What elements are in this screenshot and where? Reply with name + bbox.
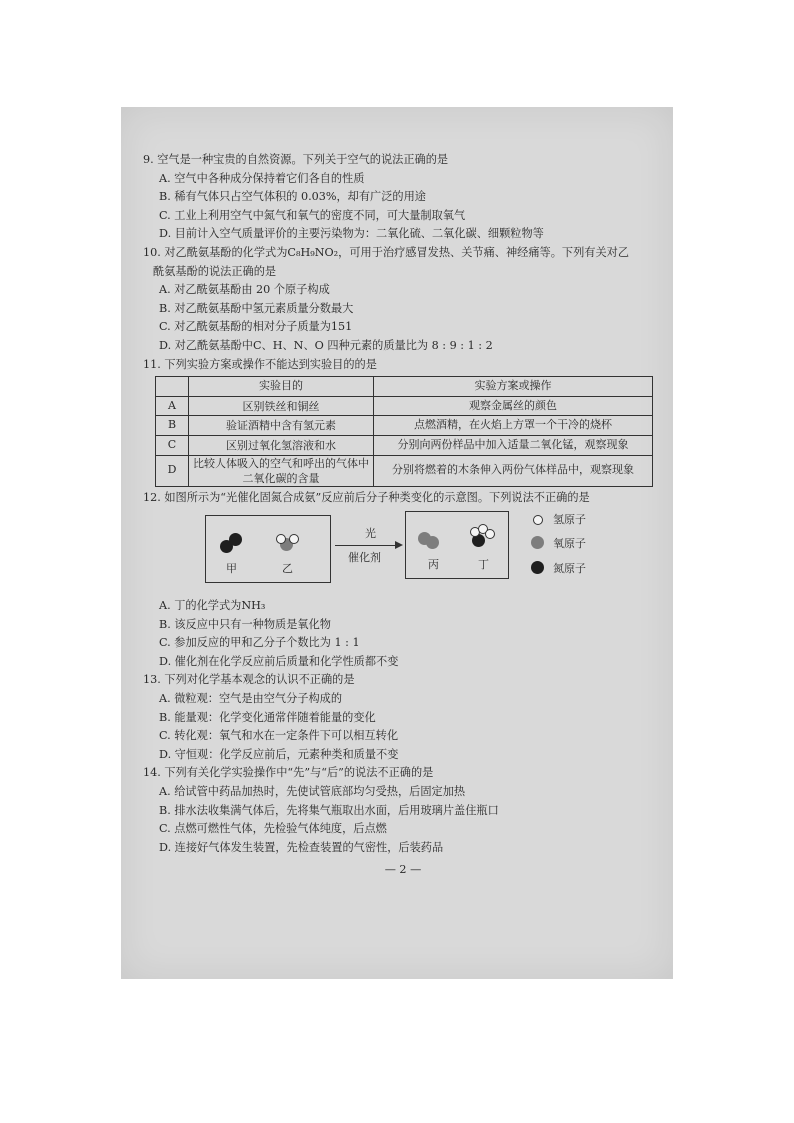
q13-option-a: A. 微粒观：空气是由空气分子构成的 (159, 692, 343, 706)
q12-option-b: B. 该反应中只有一种物质是氧化物 (159, 617, 331, 631)
q9-option-d: D. 目前计入空气质量评价的主要污染物为：二氧化硫、二氧化碳、细颗粒物等 (159, 227, 544, 241)
arrow-condition-catalyst: 催化剂 (348, 551, 381, 565)
nitrogen-atom-icon (229, 533, 242, 546)
q9-option-c: C. 工业上利用空气中氮气和氧气的密度不同，可大量制取氧气 (159, 208, 466, 222)
q10-option-d: D. 对乙酰氨基酚中C、H、N、O 四种元素的质量比为 8 : 9 : 1 : 2 (159, 338, 493, 352)
q9-option-b: B. 稀有气体只占空气体积的 0.03%，却有广泛的用途 (159, 190, 426, 204)
legend-oxygen-icon (531, 536, 544, 549)
question-12-stem: 12. 如图所示为“光催化固氮合成氨”反应前后分子种类变化的示意图。下列说法不正确的是 (143, 490, 590, 504)
table-cell: B (156, 416, 189, 436)
table-row (156, 416, 653, 436)
q14-option-a: A. 给试管中药品加热时，先使试管底部均匀受热，后固定加热 (159, 785, 466, 799)
q11-table (155, 376, 653, 486)
page-number: — 2 — (384, 863, 422, 877)
question-14-stem: 14. 下列有关化学实验操作中“先”与“后”的说法不正确的是 (143, 766, 434, 780)
legend-hydrogen-icon (533, 515, 543, 525)
reactants-box (205, 515, 331, 583)
q12-option-c: C. 参加反应的甲和乙分子个数比为 1 : 1 (159, 636, 360, 650)
legend-hydrogen-label: 氢原子 (553, 513, 586, 527)
exam-content (143, 151, 663, 880)
q14-option-c: C. 点燃可燃性气体，先检验气体纯度，后点燃 (159, 822, 387, 836)
products-box (405, 511, 509, 579)
question-10-stem: 10. 对乙酰氨基酚的化学式为C₈H₉NO₂，可用于治疗感冒发热、关节痛、神经痛等。下列有关对乙 (143, 245, 630, 259)
label-ding: 丁 (478, 558, 489, 572)
legend-oxygen-label: 氧原子 (553, 537, 586, 551)
table-cell: A (156, 396, 189, 416)
table-cell: 分别向两份样品中加入适量二氧化锰，观察现象 (374, 435, 653, 455)
legend-nitrogen-label: 氮原子 (553, 562, 586, 576)
question-10-stem-cont: 酰氨基酚的说法正确的是 (153, 264, 277, 278)
table-cell: 验证酒精中含有氢元素 (189, 416, 374, 436)
label-yi: 乙 (282, 562, 293, 576)
hydrogen-atom-icon (289, 534, 299, 544)
q13-option-c: C. 转化观：氧气和水在一定条件下可以相互转化 (159, 729, 399, 743)
reaction-arrow (335, 545, 397, 546)
oxygen-atom-icon (426, 536, 439, 549)
q14-option-d: D. 连接好气体发生装置，先检查装置的气密性，后装药品 (159, 840, 444, 854)
q13-option-b: B. 能量观：化学变化通常伴随着能量的变化 (159, 710, 376, 724)
table-cell: 点燃酒精，在火焰上方罩一个干冷的烧杯 (374, 416, 653, 436)
table-cell: 区别铁丝和铜丝 (189, 396, 374, 416)
table-cell: D (156, 455, 189, 486)
legend-nitrogen-icon (531, 561, 544, 574)
q10-option-c: C. 对乙酰氨基酚的相对分子质量为151 (159, 320, 353, 334)
q10-option-b: B. 对乙酰氨基酚中氢元素质量分数最大 (159, 301, 354, 315)
arrow-condition-light: 光 (365, 527, 376, 541)
q10-option-a: A. 对乙酰氨基酚由 20 个原子构成 (159, 283, 330, 297)
q13-option-d: D. 守恒观：化学反应前后，元素种类和质量不变 (159, 747, 399, 761)
arrow-head-icon (395, 541, 403, 549)
hydrogen-atom-icon (485, 529, 495, 539)
question-11-stem: 11. 下列实验方案或操作不能达到实验目的的是 (143, 357, 377, 371)
q12-option-a: A. 丁的化学式为NH₃ (159, 599, 266, 613)
exam-paper (121, 107, 673, 979)
table-header-cell: 实验方案或操作 (374, 377, 653, 397)
table-row (156, 396, 653, 416)
table-row (156, 455, 653, 486)
table-row (156, 435, 653, 455)
q9-option-a: A. 空气中各种成分保持着它们各自的性质 (159, 171, 365, 185)
table-cell: 分别将燃着的木条伸入两份气体样品中，观察现象 (374, 455, 653, 486)
table-cell: 观察金属丝的颜色 (374, 396, 653, 416)
table-cell: 区别过氧化氢溶液和水 (189, 435, 374, 455)
table-header-cell (156, 377, 189, 397)
label-bing: 丙 (428, 558, 439, 572)
question-13-stem: 13. 下列对化学基本观念的认识不正确的是 (143, 673, 355, 687)
table-cell: C (156, 435, 189, 455)
table-cell: 比较人体吸入的空气和呼出的气体中二氧化碳的含量 (189, 455, 374, 486)
label-jia: 甲 (226, 562, 237, 576)
question-9-stem: 9. 空气是一种宝贵的自然资源。下列关于空气的说法正确的是 (143, 153, 449, 166)
table-header-row (156, 377, 653, 397)
reaction-diagram (143, 511, 663, 591)
q14-option-b: B. 排水法收集满气体后，先将集气瓶取出水面，后用玻璃片盖住瓶口 (159, 803, 499, 817)
q12-option-d: D. 催化剂在化学反应前后质量和化学性质都不变 (159, 654, 399, 668)
table-header-cell: 实验目的 (189, 377, 374, 397)
